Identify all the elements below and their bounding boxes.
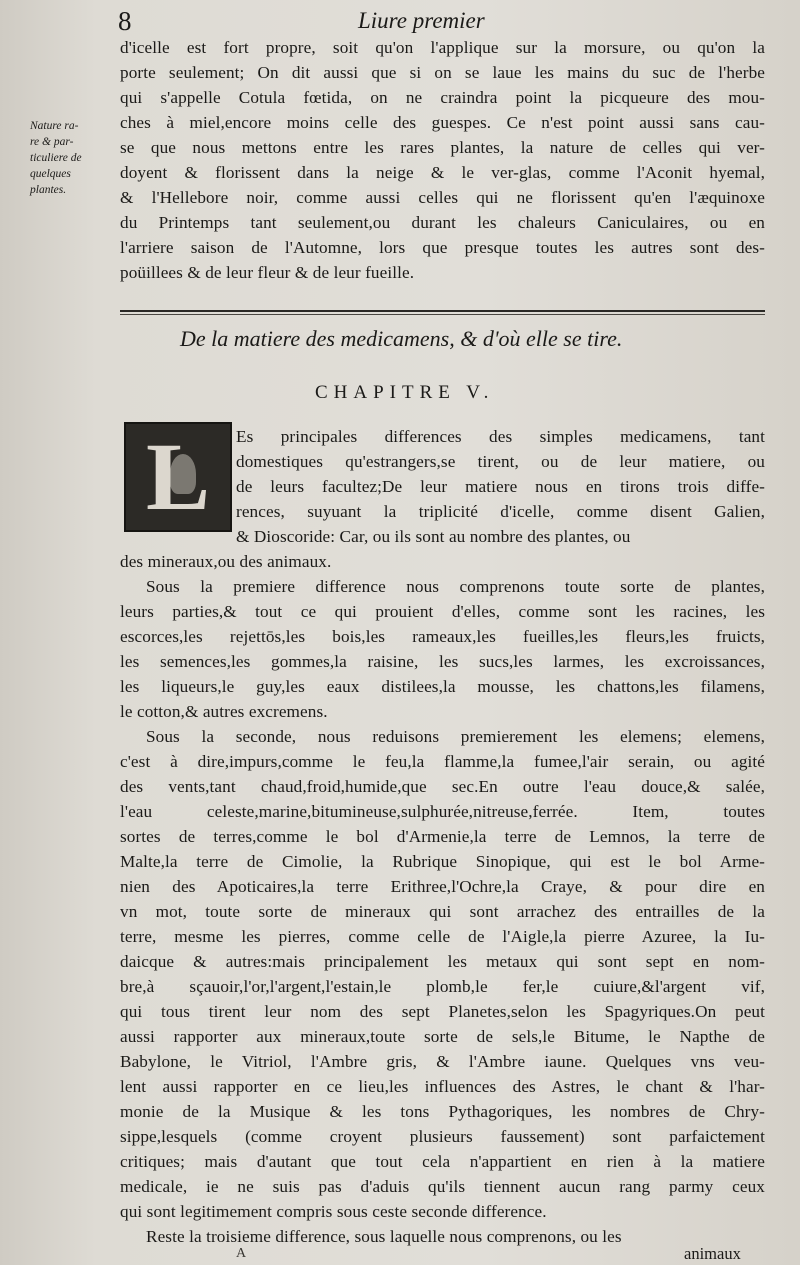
text-line: & l'Hellebore noir, comme aussi celles qui ne florissent qu'en l'æquinoxe bbox=[120, 188, 765, 207]
section-rule bbox=[120, 310, 765, 312]
text-line: aussi rapporter aux mineraux,toute sorte de sels,le Bitume, le Napthe de bbox=[120, 1027, 765, 1046]
text-line: critiques; mais d'autant que tout cela n'appartient en rien à la matiere bbox=[120, 1152, 765, 1171]
text-line: rences, suyuant la triplicité d'icelle, comme disent Galien, bbox=[236, 502, 765, 521]
text-line: Es principales differences des simples medicamens, tant bbox=[236, 427, 765, 446]
text-line: domestiques qu'estrangers,se tirent, ou de leur matiere, ou bbox=[236, 452, 765, 471]
text-line: porte seulement; On dit aussi que si on se laue les mains du suc de l'herbe bbox=[120, 63, 765, 82]
text-line: & Dioscoride: Car, ou ils sont au nombre des plantes, ou bbox=[236, 527, 631, 546]
text-line: qui s'appelle Cotula fœtida, on ne craindra point la picqueure des mou- bbox=[120, 88, 765, 107]
text-line: le cotton,& autres excremens. bbox=[120, 702, 328, 721]
text-line: doyent & florissent dans la neige & le ver-glas, comme l'Aconit hyemal, bbox=[120, 163, 765, 182]
running-head: Liure premier bbox=[358, 8, 485, 33]
chapter-heading: CHAPITRE V. bbox=[315, 382, 495, 403]
text-line: sippe,lesquels (comme croyent plusieurs faussement) sont parfaictement bbox=[120, 1127, 765, 1146]
page-number: 8 bbox=[118, 6, 132, 36]
text-line: lent aussi rapporter en ce lieu,les influences des Astres, le chant & l'har- bbox=[120, 1077, 765, 1096]
text-line: escorces,les rejettōs,les bois,les rameaux,les fueilles,les fleurs,les fruicts, bbox=[120, 627, 765, 646]
catchword: animaux bbox=[684, 1244, 741, 1263]
text-line: des mineraux,ou des animaux. bbox=[120, 552, 332, 571]
text-line: Sous la premiere difference nous comprenons toute sorte de plantes, bbox=[146, 577, 765, 596]
signature-mark: A bbox=[236, 1246, 247, 1261]
text-line: leurs parties,& tout ce qui prouient d'elles, comme sont les racines, les bbox=[120, 602, 765, 621]
section-rule-thin bbox=[120, 314, 765, 315]
text-line: sortes de terres,comme le bol d'Armenie,la terre de Lemnos, la terre de bbox=[120, 827, 765, 846]
text-line: bre,à sçauoir,l'or,l'argent,l'estain,le plomb,le fer,le cuiure,&l'argent vif, bbox=[120, 977, 765, 996]
margin-note-line: ticuliere de bbox=[30, 152, 82, 164]
margin-note bbox=[30, 118, 110, 198]
text-line: ches à miel,encore moins celle des guespes. Ce n'est point aussi sans cau- bbox=[120, 113, 765, 132]
text-line: l'eau celeste,marine,bitumineuse,sulphurée,nitreuse,ferrée. Item, toutes bbox=[120, 802, 765, 821]
margin-note-line: quelques bbox=[30, 168, 71, 180]
text-line: poüillees & de leur fleur & de leur fueille. bbox=[120, 263, 415, 282]
text-line: daicque & autres:mais principalement les metaux qui sont sept en nom- bbox=[120, 952, 765, 971]
text-line: nien des Apoticaires,la terre Erithree,l'Ochre,la Craye, & pour dire en bbox=[120, 877, 765, 896]
text-line: terre, mesme les pierres, comme celle de l'Aigle,la pierre Azuree, la Iu- bbox=[120, 927, 765, 946]
margin-note-line: plantes. bbox=[30, 184, 67, 196]
text-line: se que nous mettons entre les rares plantes, la nature de celles qui ver- bbox=[120, 138, 765, 157]
text-line: Babylone, le Vitriol, l'Ambre gris, & l'Ambre iaune. Quelques vns veu- bbox=[120, 1052, 765, 1071]
text-line: des vents,tant chaud,froid,humide,que sec.En outre l'eau douce,& salée, bbox=[120, 777, 765, 796]
text-line: vn mot, toute sorte de mineraux qui sont arrachez des entrailles de la bbox=[120, 902, 765, 921]
text-line: d'icelle est fort propre, soit qu'on l'applique sur la morsure, ou qu'on la bbox=[120, 38, 765, 57]
text-line: qui tous tirent leur nom des sept Planetes,selon les Spagyriques.On peut bbox=[120, 1002, 765, 1021]
text-line: qui sont legitimement compris sous ceste seconde difference. bbox=[120, 1202, 547, 1221]
text-line: c'est à dire,impurs,comme le feu,la flamme,la fumee,l'air serain, ou agité bbox=[120, 752, 765, 771]
decorated-initial bbox=[124, 422, 232, 532]
text-line: monie de la Musique & les tons Pythagoriques, les nombres de Chry- bbox=[120, 1102, 765, 1121]
text-line: les semences,les gommes,la raisine, les sucs,les larmes, les excroissances, bbox=[120, 652, 765, 671]
text-line: l'arriere saison de l'Automne, lors que presque toutes les autres sont des- bbox=[120, 238, 765, 257]
text-line: du Printemps tant seulement,ou durant les chaleurs Caniculaires, ou en bbox=[120, 213, 765, 232]
text-line: de leurs facultez;De leur matiere nous en tirons trois diffe- bbox=[236, 477, 765, 496]
chapter-title: De la matiere des medicamens, & d'où elle se tire. bbox=[180, 326, 623, 351]
text-line: medicale, ie ne suis pas d'aduis qu'ils tiennent aucun rang parmy ceux bbox=[120, 1177, 765, 1196]
margin-note-line: re & par- bbox=[30, 136, 74, 148]
text-line: Reste la troisieme difference, sous laquelle nous comprenons, ou les bbox=[146, 1227, 622, 1246]
text-line: les liqueurs,le guy,les eaux distilees,la mousse, les chattons,les filamens, bbox=[120, 677, 765, 696]
initial-letter: L bbox=[145, 423, 211, 530]
text-line: Sous la seconde, nous reduisons premierement les elemens; elemens, bbox=[146, 727, 765, 746]
margin-note-line: Nature ra- bbox=[30, 120, 79, 132]
page-header bbox=[118, 6, 770, 40]
text-line: Malte,la terre de Cimolie, la Rubrique Sinopique, qui est le bol Arme- bbox=[120, 852, 765, 871]
